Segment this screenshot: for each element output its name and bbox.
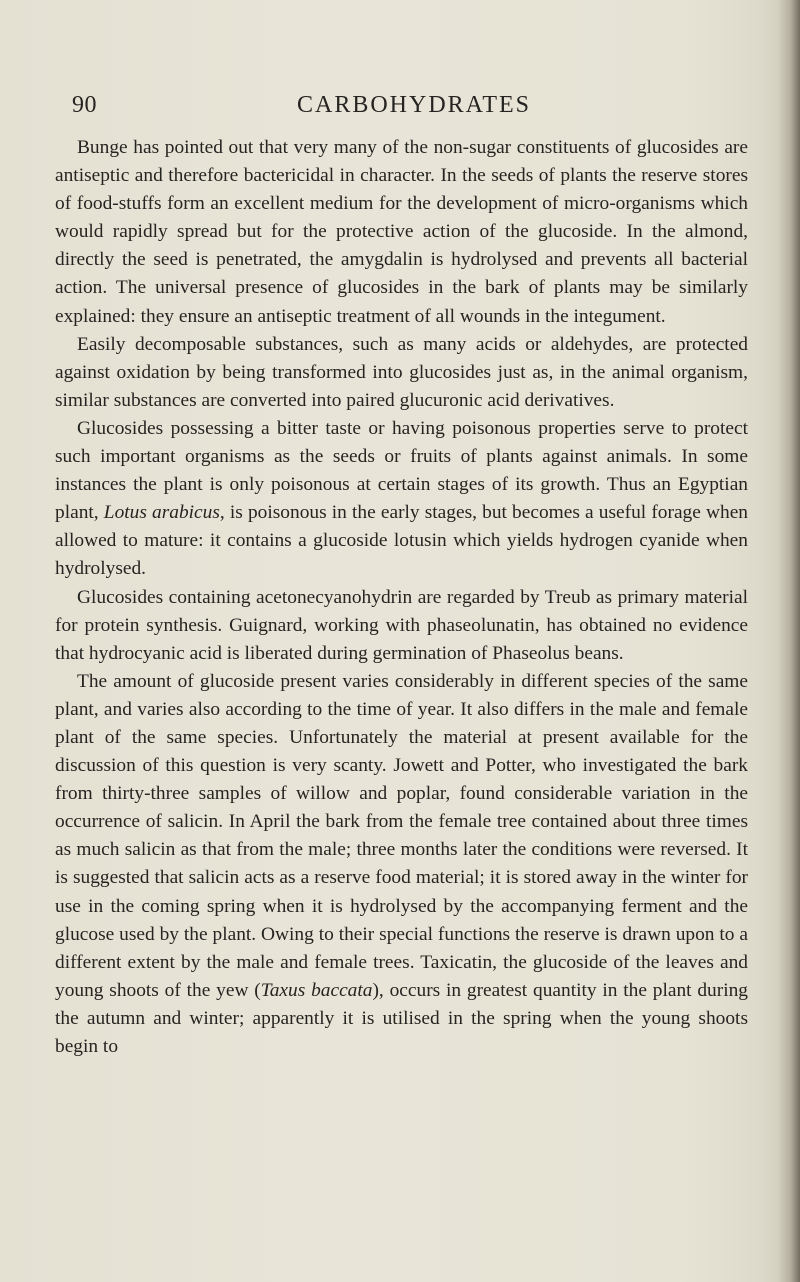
paragraph-bitter-taste bbox=[55, 415, 748, 584]
paragraph-text: Glucosides containing acetonecyanohydrin are regarded by Treub as primary material for protein synthesis. Guignard, working with phaseolunatin, has obtained no evidence that hydrocyanic acid is liberated during germination of Phaseolus beans. bbox=[55, 586, 748, 664]
paragraph-antiseptic bbox=[55, 134, 748, 331]
paragraph-oxidation bbox=[55, 331, 748, 415]
paragraph-text: Easily decomposable substances, such as many acids or aldehydes, are protected against oxidation by being transformed into glucosides just as, in the animal organism, similar substances are converted into paired glucuronic acid derivatives. bbox=[55, 333, 748, 411]
body-text bbox=[55, 134, 748, 1061]
species-name-italic: Taxus baccata bbox=[260, 979, 373, 1001]
paragraph-text: Bunge has pointed out that very many of the non-sugar constituents of glucosides are antiseptic and therefore bactericidal in character. In the seeds of plants the reserve stores of food-stuffs form an excellent medium for the development of micro-organisms which would rapidly spread but for the protective action of the glucoside. In the almond, directly the seed is penetrated, the amygdalin is hydrolysed and prevents all bacterial action. The universal presence of glucosides in the bark of plants may be similarly explained: they ensure an antiseptic treatment of all wounds in the integument. bbox=[55, 137, 748, 327]
paragraph-glucoside-amount bbox=[55, 668, 748, 1061]
paragraph-text-before: Glucosides possessing a bitter taste or having poisonous properties serve to protect such important organisms as the seeds or fruits of plants against animals. In some instances the plant is only poisonous at certain stages of its growth. Thus an Egyptian plant, bbox=[55, 417, 748, 524]
running-head bbox=[72, 92, 748, 128]
paragraph-text-after: ), occurs in greatest quantity in the plant during the autumn and winter; apparently it is utilised in the spring when the young shoots begin to bbox=[55, 979, 748, 1057]
page-number: 90 bbox=[72, 92, 97, 118]
running-title: CARBOHYDRATES bbox=[296, 92, 532, 118]
paragraph-acetonecyanohydrin bbox=[55, 584, 748, 668]
species-name-italic: Lotus arabicus bbox=[103, 502, 220, 524]
page-edge-shadow bbox=[778, 0, 800, 1282]
paragraph-text-after: , is poisonous in the early stages, but becomes a useful forage when allowed to mature: it contains a glucoside lotusin which yields hydrogen cyanide when hydrolysed. bbox=[55, 502, 749, 580]
paragraph-text-before: The amount of glucoside present varies considerably in different species of the same plant, and varies also according to the time of year. It also differs in the male and female plant of the same species. Unfortunately the material at present available for the discussion of this question is very scanty. Jowett and Potter, who investigated the bark from thirty-three samples of willow and poplar, found considerable variation in the occurrence of salicin. In April the bark from the female tree contained about three times as much salicin as that from the male; three months later the conditions were reversed. It is suggested that salicin acts as a reserve food material; it is stored away in the winter for use in the coming spring when it is hydrolysed by the accompanying ferment and the glucose used by the plant. Owing to their special functions the reserve is drawn upon to a different extent by the male and female trees. Taxicatin, the glucoside of the leaves and young shoots of the yew ( bbox=[55, 670, 748, 1001]
